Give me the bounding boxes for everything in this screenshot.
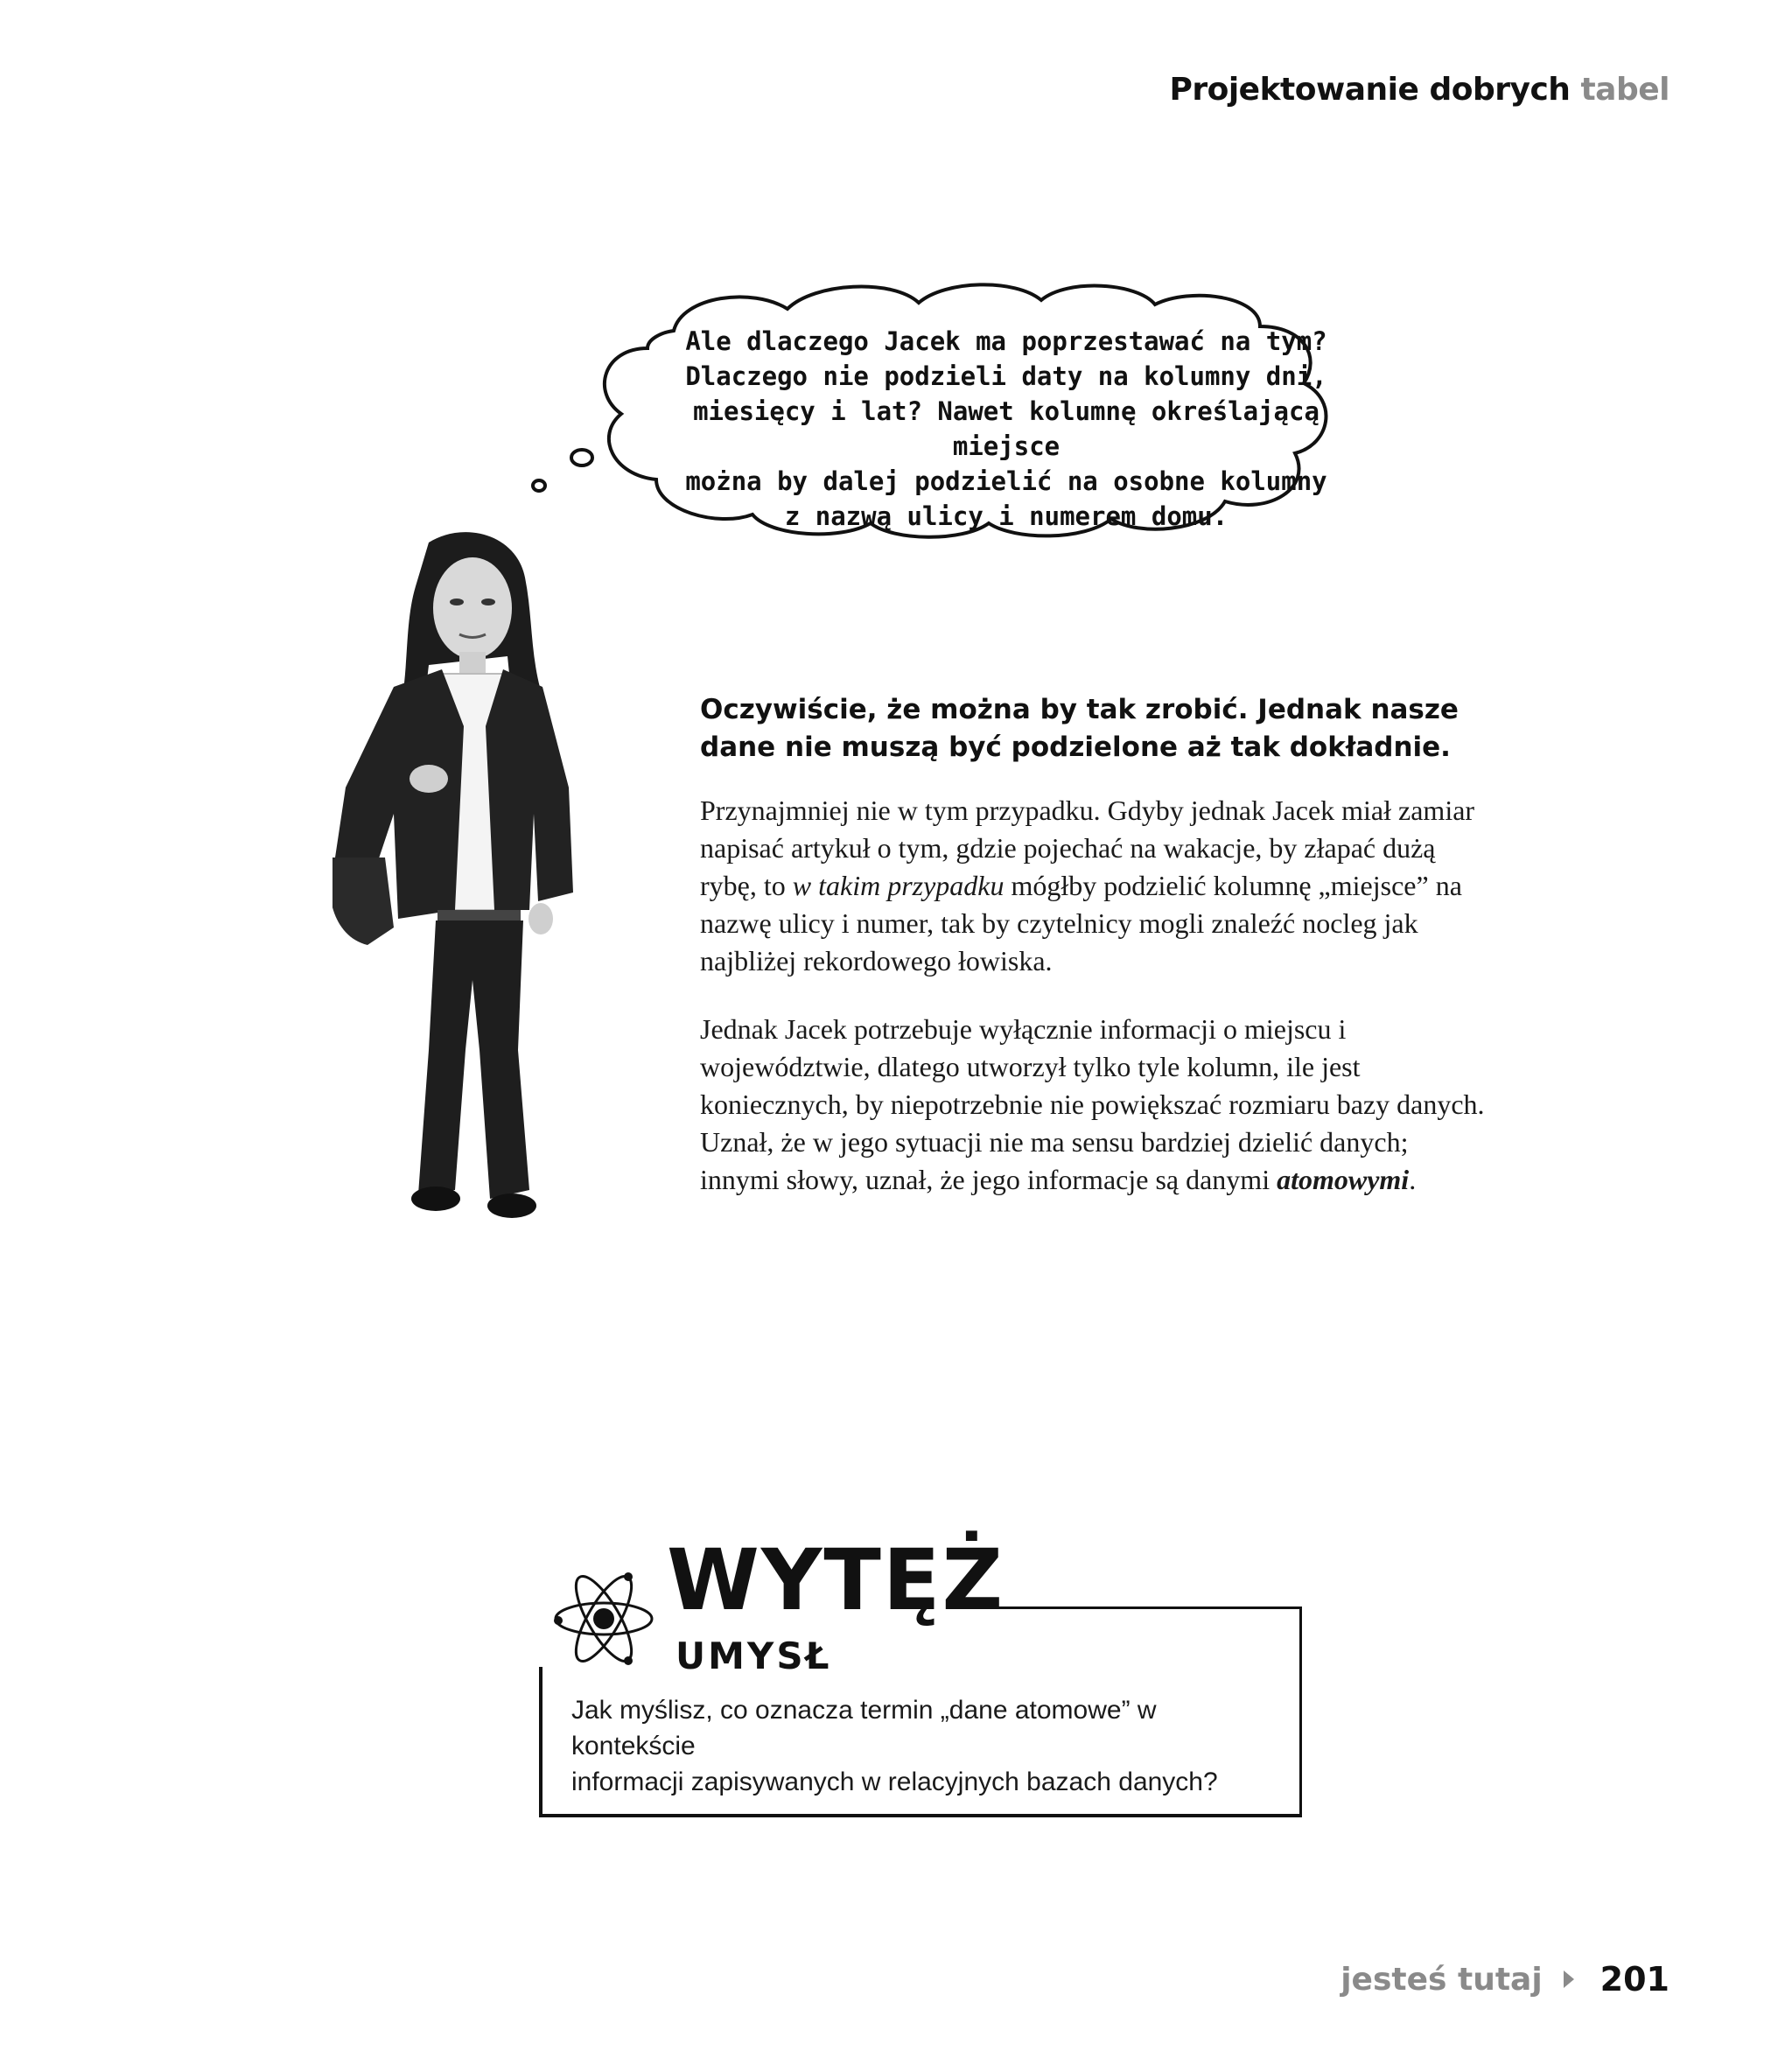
thought-bubble-text: Ale dlaczego Jacek ma poprzestawać na tym? Dlaczego nie podzieli daty na kolumny dni, miesięcy i lat? Nawet kolumnę określającą miejsce można by dalej podzielić na osobne kolumny z nazwą ulicy i numerem domu. [685, 326, 1327, 531]
lead-line-1: Oczywiście, że można by tak zrobić. Jednak nasze [700, 694, 1459, 725]
page-number: 201 [1600, 1960, 1670, 1998]
paragraph-1-text-b: mógłby podzielić kolumnę „miejsce” na nazwę ulicy i numer, tak by czytelnicy mogli znaleźć nocleg jak najbliżej rekordowego łowiska. [700, 870, 1462, 976]
lead-line-2: dane nie muszą być podzielone aż tak dokładnie. [700, 732, 1451, 763]
paragraph-2 [700, 1011, 1488, 1199]
paragraph-2-text-a: Jednak Jacek potrzebuje wyłącznie informacji o miejscu i województwie, dlatego utworzył tylko tyle kolumn, ile jest koniecznych, by niepotrzebnie nie powiększać rozmiaru bazy danych. Uznał, że w jego sytuacji nie ma sensu bardziej dzielić danych; innymi słowy, uznał, że jego informacje są danymi [700, 1013, 1485, 1195]
brainpower-question: Jak myślisz, co oznacza termin „dane atomowe” w kontekście informacji zapisywanych w relacyjnych bazach danych? [571, 1696, 1218, 1796]
header-title-accent: tabel [1580, 72, 1670, 108]
page-footer [1340, 1960, 1670, 1998]
running-header [1169, 72, 1670, 108]
atom-icon [551, 1566, 656, 1671]
brainpower-box-bottom-border [539, 1814, 1302, 1817]
brainpower-title: WYTĘŻ [667, 1531, 1005, 1629]
woman-illustration [332, 525, 595, 1225]
footer-label: jesteś tutaj [1340, 1961, 1543, 1998]
paragraph-2-text-b: . [1409, 1164, 1417, 1195]
paragraph-2-emphasis: atomowymi [1277, 1164, 1410, 1195]
brainpower-subtitle: UMYSŁ [676, 1634, 832, 1677]
header-title: Projektowanie dobrych [1169, 72, 1571, 108]
triangle-right-icon [1564, 1970, 1574, 1988]
brainpower-box-left-border [539, 1667, 542, 1816]
paragraph-1-text-a: Przynajmniej nie w tym przypadku. Gdyby jednak Jacek miał zamiar napisać artykuł o tym, gdzie pojechać na wakacje, by złapać dużą rybę, to [700, 794, 1475, 901]
paragraph-1-emphasis: w takim przypadku [792, 870, 1004, 901]
paragraph-1 [700, 792, 1488, 980]
brainpower-box-right-border [1299, 1606, 1302, 1816]
lead-paragraph [700, 691, 1488, 766]
brainpower-box-top-border [980, 1606, 1302, 1609]
